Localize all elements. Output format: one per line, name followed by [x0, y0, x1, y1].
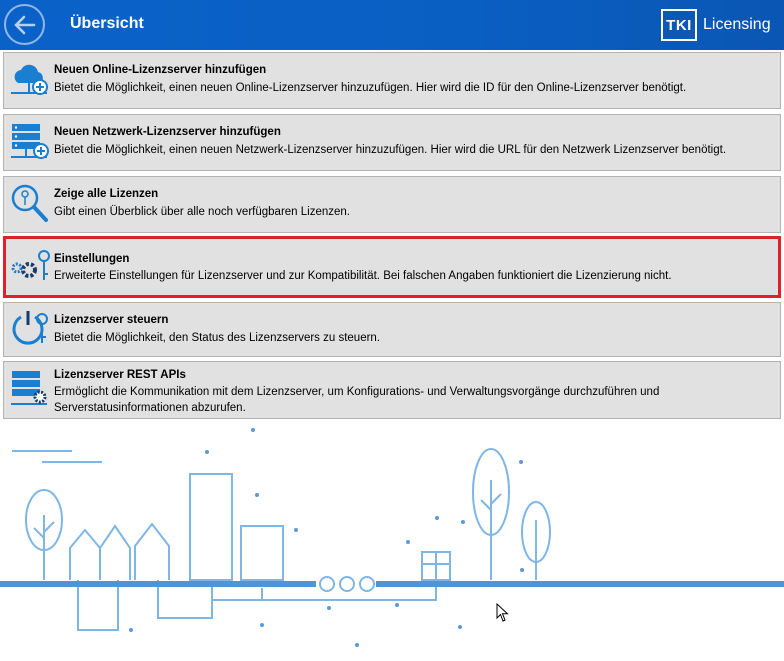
cloud-add-icon	[9, 59, 51, 101]
menu-item-control-server[interactable]	[3, 302, 781, 357]
menu-item-show-licenses[interactable]	[3, 176, 781, 233]
item-description: Bietet die Möglichkeit, einen neuen Online-Lizenzserver hinzuzufügen. Hier wird die ID für den Online-Lizenzserver benötigt.	[54, 82, 687, 94]
page-title: Übersicht	[70, 15, 144, 32]
item-title: Zeige alle Lizenzen	[54, 188, 159, 200]
item-description: Erweiterte Einstellungen für Lizenzserver und zur Kompatibilität. Bei falschen Angaben funktioniert die Lizenzierung nicht.	[54, 270, 672, 282]
item-description: Gibt einen Überblick über alle noch verfügbaren Lizenzen.	[54, 206, 350, 218]
server-add-icon	[9, 121, 51, 163]
city-illustration	[0, 420, 784, 661]
arrow-left-icon	[12, 13, 38, 37]
mouse-cursor-icon	[496, 603, 510, 623]
menu-item-settings[interactable]	[3, 236, 781, 298]
item-description: Bietet die Möglichkeit, einen neuen Netzwerk-Lizenzserver hinzuzufügen. Hier wird die URL für den Netzwerk Lizenzserver benötigt.	[54, 144, 727, 156]
item-title: Neuen Online-Lizenzserver hinzufügen	[54, 64, 267, 76]
menu-item-online-server[interactable]	[3, 52, 781, 109]
header-bar	[0, 0, 784, 50]
item-title: Einstellungen	[54, 253, 130, 265]
server-api-icon	[9, 368, 51, 410]
logo-mark: TKI	[661, 9, 697, 41]
logo	[661, 8, 771, 42]
item-title: Lizenzserver REST APIs	[54, 369, 186, 381]
menu-item-rest-apis[interactable]	[3, 361, 781, 419]
logo-text: Licensing	[703, 16, 771, 33]
item-description: Ermöglicht die Kommunikation mit dem Lizenzserver, um Konfigurations- und Verwaltungsvorgänge durchzuführen und Serverstatusinformationen abzurufen.	[54, 386, 660, 414]
item-title: Neuen Netzwerk-Lizenzserver hinzufügen	[54, 126, 281, 138]
power-key-icon	[9, 309, 51, 351]
item-description: Bietet die Möglichkeit, den Status des Lizenzservers zu steuern.	[54, 332, 381, 344]
magnifier-key-icon	[9, 183, 51, 225]
back-button[interactable]	[4, 4, 45, 45]
gears-key-icon	[9, 246, 51, 288]
item-title: Lizenzserver steuern	[54, 314, 169, 326]
menu-item-network-server[interactable]	[3, 114, 781, 171]
